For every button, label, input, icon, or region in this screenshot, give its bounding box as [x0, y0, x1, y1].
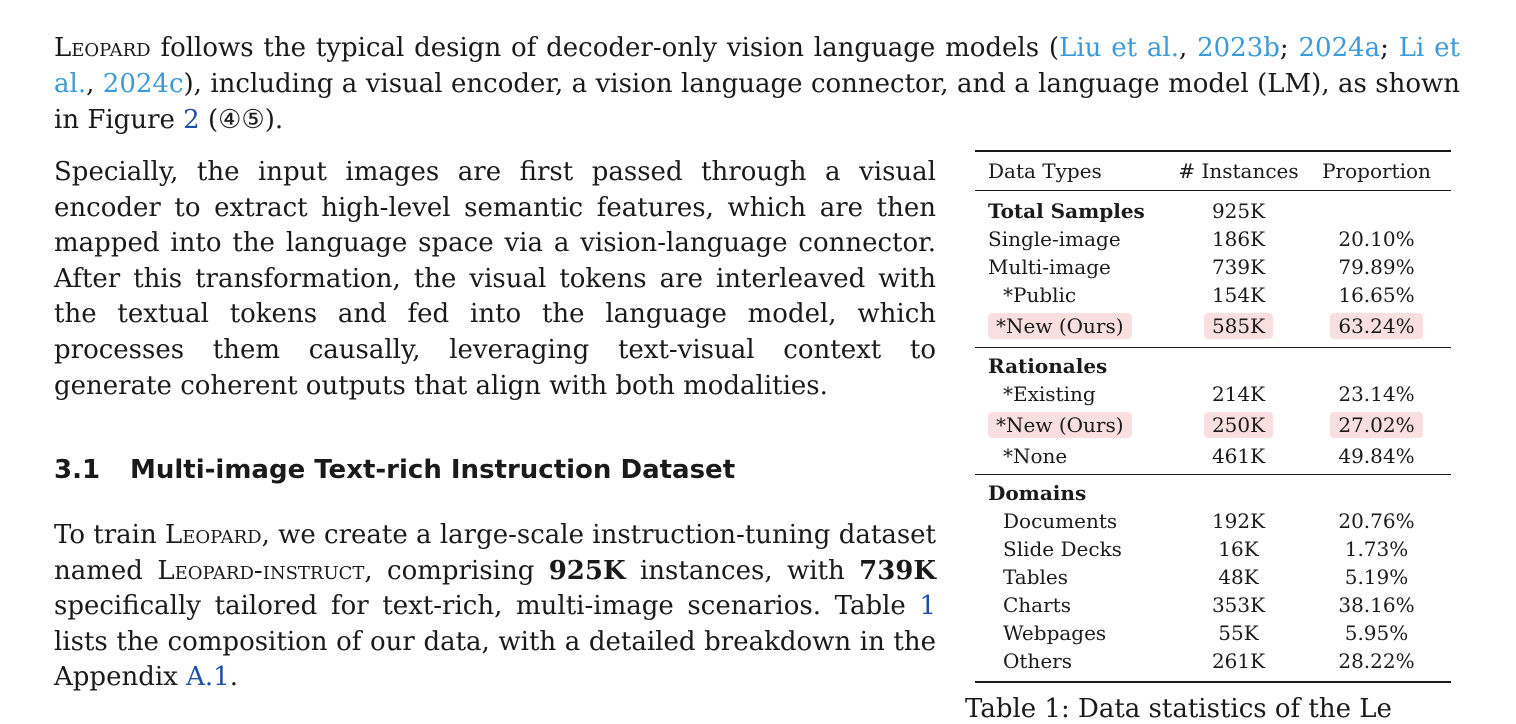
- table-row: [975, 507, 1451, 535]
- row-label: Multi-image: [988, 255, 1111, 279]
- citation-link[interactable]: 2024a: [1298, 33, 1381, 63]
- data-statistics-table: [975, 150, 1451, 683]
- row-label-cell: [975, 314, 1175, 338]
- row-instances: 186K: [1211, 227, 1266, 251]
- text-span: ;: [1279, 33, 1299, 63]
- table-row: [975, 253, 1451, 281]
- row-proportion: 38.16%: [1338, 593, 1415, 617]
- text-span: follows the typical design of decoder-only vision language models (: [150, 33, 1060, 63]
- section-heading: [54, 452, 735, 488]
- row-proportion: 79.89%: [1338, 255, 1415, 279]
- bold-number: 739K: [859, 555, 936, 586]
- dataset-paragraph: [54, 518, 936, 696]
- table-row: [975, 225, 1451, 253]
- highlighted-proportion: 27.02%: [1330, 412, 1422, 438]
- section-title: Multi-image Text-rich Instruction Dataset: [130, 455, 736, 485]
- text-span: ;: [1380, 33, 1399, 63]
- row-instances: 16K: [1218, 537, 1259, 561]
- row-label: Total Samples: [988, 199, 1145, 223]
- table-row: [975, 535, 1451, 563]
- row-label: Others: [1003, 649, 1072, 673]
- text-span: .: [229, 662, 238, 693]
- leopard-name: Leopard: [54, 33, 151, 63]
- text-span: instances, with: [625, 555, 860, 586]
- highlighted-table-row: [975, 309, 1451, 343]
- row-instances-cell: [1175, 314, 1302, 338]
- row-proportion: 23.14%: [1338, 382, 1415, 406]
- table-row: [975, 380, 1451, 408]
- table-row: [975, 647, 1451, 675]
- text-span: ,: [86, 69, 103, 99]
- highlighted-label: *New (Ours): [988, 313, 1132, 339]
- table-bottom-rule: [975, 681, 1451, 683]
- row-label: Single-image: [988, 227, 1121, 251]
- row-instances: 48K: [1218, 565, 1259, 589]
- row-instances: 154K: [1211, 283, 1266, 307]
- text-span: lists the composition of our data, with a detailed breakdown in the Appendix: [54, 626, 936, 693]
- row-instances: 55K: [1218, 621, 1259, 645]
- text-span: ,: [1178, 33, 1198, 63]
- table-row: [975, 442, 1451, 470]
- text-span: ), including a visual encoder, a vision language connector, and a language model (LM), as shown in Figure: [54, 69, 1461, 135]
- row-label: Documents: [1003, 509, 1118, 533]
- row-proportion: 5.19%: [1344, 565, 1409, 589]
- table-row: [975, 197, 1451, 225]
- citation-link[interactable]: 2023b: [1197, 33, 1280, 63]
- citation-link[interactable]: 2024c: [102, 69, 184, 99]
- row-proportion: 16.65%: [1338, 283, 1415, 307]
- row-proportion: 20.10%: [1338, 227, 1415, 251]
- architecture-paragraph: Specially, the input images are first passed through a visual encoder to extract high-level semantic features, which are then mapped into the language space via a vision-language connector. After this transformation, the visual tokens are interleaved with the textual tokens and fed into the language model, which processes them causally, leveraging text-visual context to generate coherent outputs that align with both modalities.: [54, 157, 936, 401]
- table-row: [975, 591, 1451, 619]
- row-instances: 353K: [1211, 593, 1266, 617]
- highlighted-instances: 250K: [1204, 412, 1273, 438]
- row-instances: 925K: [1211, 199, 1266, 223]
- text-span: (④⑤).: [199, 105, 284, 135]
- row-label-cell: [975, 413, 1175, 437]
- text-span: , comprising: [364, 555, 549, 586]
- row-instances: 461K: [1211, 444, 1266, 468]
- row-label: Webpages: [1003, 621, 1107, 645]
- row-instances: 214K: [1211, 382, 1266, 406]
- highlighted-table-row: [975, 408, 1451, 442]
- citation-link[interactable]: Li et al.: [54, 33, 1460, 99]
- row-proportion: 1.73%: [1344, 537, 1409, 561]
- section-title-rationales: Rationales: [988, 354, 1108, 378]
- row-proportion: 5.95%: [1344, 621, 1409, 645]
- table-header-row: [975, 152, 1451, 190]
- leopard-name: Leopard: [164, 520, 262, 550]
- header-data-types: Data Types: [988, 159, 1102, 183]
- dataset-name: Leopard-instruct: [157, 555, 365, 586]
- citation-link[interactable]: Liu et al.: [1059, 33, 1179, 63]
- table-caption: Table 1: Data statistics of the Le: [965, 694, 1392, 724]
- row-label: *Existing: [1003, 382, 1096, 406]
- text-span: specifically tailored for text-rich, multi-image scenarios. Table: [54, 591, 920, 622]
- bold-number: 925K: [548, 555, 626, 586]
- table-row: [975, 281, 1451, 309]
- row-proportion-cell: [1302, 314, 1451, 338]
- table-row: [975, 563, 1451, 591]
- table-row: [975, 619, 1451, 647]
- table-section-title-row: [975, 352, 1451, 380]
- row-proportion: 49.84%: [1338, 444, 1415, 468]
- row-proportion-cell: [1302, 413, 1451, 437]
- row-instances: 192K: [1211, 509, 1266, 533]
- row-instances: 261K: [1211, 649, 1266, 673]
- row-proportion: 20.76%: [1338, 509, 1415, 533]
- row-instances: 739K: [1211, 255, 1266, 279]
- intro-paragraph: [54, 30, 1460, 138]
- row-instances-cell: [1175, 413, 1302, 437]
- appendix-reference-link[interactable]: A.1: [186, 662, 230, 693]
- section-number: 3.1: [54, 455, 101, 485]
- table-reference-link[interactable]: 1: [919, 591, 936, 622]
- row-proportion: 28.22%: [1338, 649, 1415, 673]
- text-span: , we create a large-scale instruction-tuning dataset named: [54, 520, 936, 586]
- figure-reference-link[interactable]: 2: [183, 105, 200, 135]
- highlighted-instances: 585K: [1204, 313, 1273, 339]
- row-label: *Public: [1003, 283, 1077, 307]
- table-section-title-row: [975, 479, 1451, 507]
- row-label: Tables: [1003, 565, 1069, 589]
- row-label: Charts: [1003, 593, 1071, 617]
- highlighted-label: *New (Ours): [988, 412, 1132, 438]
- header-proportion: Proportion: [1322, 159, 1431, 183]
- highlighted-proportion: 63.24%: [1330, 313, 1422, 339]
- text-span: To train: [54, 520, 165, 550]
- header-instances: # Instances: [1178, 159, 1299, 183]
- row-label: Slide Decks: [1003, 537, 1122, 561]
- row-label: *None: [1003, 444, 1068, 468]
- section-title-domains: Domains: [988, 481, 1087, 505]
